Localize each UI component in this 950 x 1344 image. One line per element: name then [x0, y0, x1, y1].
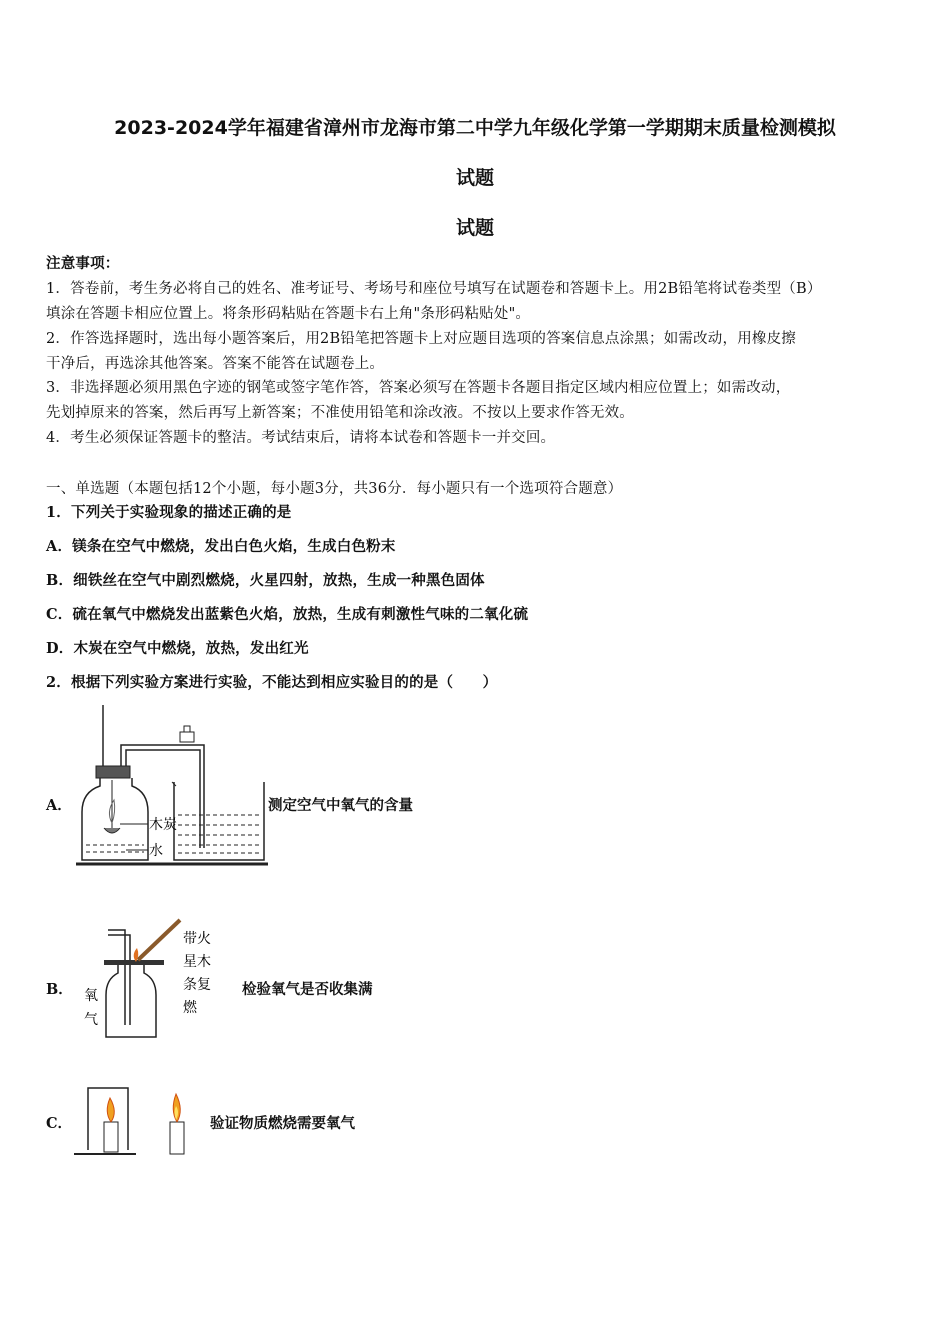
q1-option-b: B．细铁丝在空气中剧烈燃烧，火星四射，放热，生成一种黑色固体	[46, 572, 485, 589]
notice-line: 干净后，再选涂其他答案。答案不能答在试题卷上。	[46, 356, 385, 372]
apparatus-oxygen-content	[76, 700, 266, 870]
q2-option-b-caption: 检验氧气是否收集满	[242, 981, 373, 998]
notice-line: 填涂在答题卡相应位置上。将条形码粘贴在答题卡右上角"条形码粘贴处"。	[46, 306, 531, 322]
label-water: 水	[149, 843, 163, 859]
label-splint-2: 星木	[183, 954, 211, 970]
label-oxygen-2: 气	[84, 1012, 98, 1028]
notice-line: 先划掉原来的答案，然后再写上新答案；不准使用铅笔和涂改液。不按以上要求作答无效。	[46, 405, 634, 421]
notice-heading: 注意事项：	[46, 255, 120, 272]
q1-option-a: A．镁条在空气中燃烧，发出白色火焰，生成白色粉末	[46, 538, 396, 555]
notice-line: 3．非选择题必须用黑色字迹的钢笔或签字笔作答，答案必须写在答题卡各题目指定区域内相应位置上；如需改动，	[46, 380, 791, 396]
apparatus-combustion-candles	[72, 1082, 202, 1162]
q2-option-b-letter: B．	[46, 981, 73, 998]
label-oxygen-1: 氧	[84, 988, 98, 1004]
q2-option-c-letter: C．	[46, 1115, 73, 1132]
q1-option-c: C．硫在氧气中燃烧发出蓝紫色火焰，放热，生成有刺激性气味的二氧化硫	[46, 606, 529, 623]
notice-line: 1．答卷前，考生务必将自己的姓名、准考证号、考场号和座位号填写在试题卷和答题卡上。用2B铅笔将试卷类型（B）	[46, 281, 822, 297]
q2-option-c-caption: 验证物质燃烧需要氧气	[210, 1115, 355, 1132]
label-splint-1: 带火	[183, 931, 211, 947]
q2-option-a-caption: 测定空气中氧气的含量	[268, 797, 413, 814]
question-1-stem: 1．下列关于实验现象的描述正确的是	[46, 504, 292, 521]
question-2-stem: 2．根据下列实验方案进行实验，不能达到相应实验目的的是（ ）	[46, 674, 498, 691]
q2-option-a-letter: A．	[46, 797, 72, 814]
label-splint-4: 燃	[183, 1000, 197, 1016]
notice-line: 4．考生必须保证答题卡的整洁。考试结束后，请将本试卷和答题卡一并交回。	[46, 430, 556, 446]
apparatus-oxygen-full-test	[80, 915, 230, 1045]
document-subtitle: 试题	[455, 217, 494, 239]
document-title-line2: 试题	[455, 167, 494, 189]
notice-line: 2．作答选择题时，选出每小题答案后，用2B铅笔把答题卡上对应题目选项的答案信息点涂黑；如需改动，用橡皮擦	[46, 331, 797, 347]
section-heading: 一、单选题（本题包括12个小题，每小题3分，共36分．每小题只有一个选项符合题意）	[46, 481, 623, 497]
q1-option-d: D．木炭在空气中燃烧，放热，发出红光	[46, 640, 309, 657]
document-title-line1: 2023-2024学年福建省漳州市龙海市第二中学九年级化学第一学期期末质量检测模拟	[114, 117, 836, 139]
label-charcoal: 木炭	[149, 817, 177, 833]
label-splint-3: 条复	[183, 977, 211, 993]
